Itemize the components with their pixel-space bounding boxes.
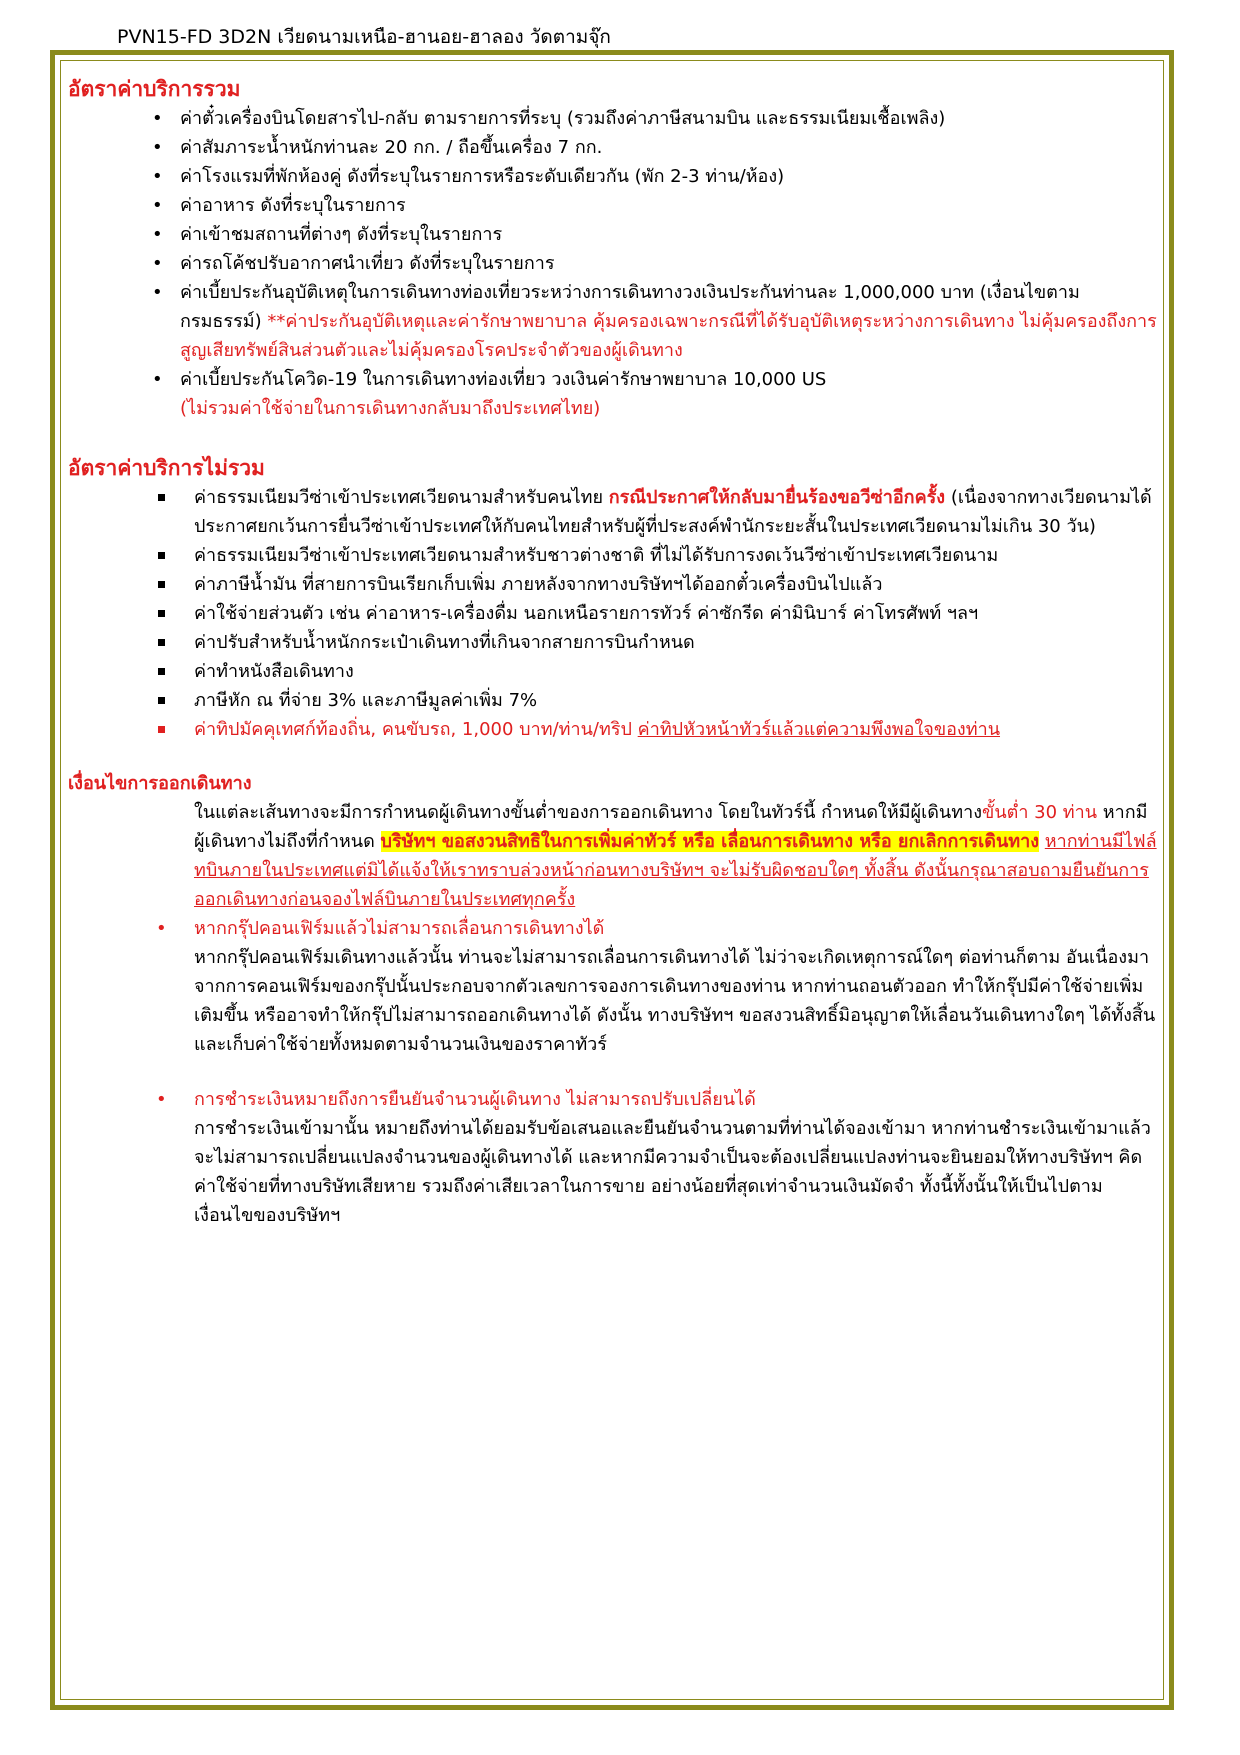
list-item: • ค่ารถโค้ชปรับอากาศนำเที่ยว ดังที่ระบุในรายการ	[68, 249, 1158, 278]
visa-thai-condition: กรณีประกาศให้กลับมายื่นร้องขอวีซ่าอีกครั้ง	[608, 487, 946, 508]
square-bullet-icon	[158, 697, 165, 704]
document-body	[68, 74, 1158, 1230]
confirm-heading: หากกรุ๊ปคอนเฟิร์มแล้วไม่สามารถเลื่อนการเดินทางได้	[194, 918, 605, 939]
confirm-body: หากกรุ๊ปคอนเฟิร์มเดินทางแล้วนั้น ท่านจะไม่สามารถเลื่อนการเดินทางได้ ไม่ว่าจะเกิดเหตุการณ์ใดๆ ต่อท่านก็ตาม อันเนื่องมาจากการคอนเฟิร์มของกรุ๊ปนั้นประกอบจากตัวเลขการจองการเดินทางของท่าน หากท่านถอนตัวออก ทำให้กรุ๊ปมีค่าใช้จ่ายเพิ่มเติมขึ้น หรืออาจทำให้กรุ๊ปไม่สามารถออกเดินทางได้ ดังนั้น ทางบริษัทฯ ขอสงวนสิทธิ์มิอนุญาตให้เลื่อนวันเดินทางใดๆ ได้ทั้งสิ้นและเก็บค่าใช้จ่ายทั้งหมดตามจำนวนเงินของราคาทัวร์	[194, 947, 1156, 1055]
payment-heading: การชำระเงินหมายถึงการยืนยันจำนวนผู้เดินทาง ไม่สามารถปรับเปลี่ยนได้	[194, 1089, 756, 1110]
payment-list	[68, 1085, 1158, 1230]
covid-note: (ไม่รวมค่าใช้จ่ายในการเดินทางกลับมาถึงประเทศไทย)	[180, 398, 601, 419]
square-bullet-icon	[158, 610, 165, 617]
bullet-icon: •	[152, 253, 163, 274]
bullet-icon: •	[152, 137, 163, 158]
excluded-list	[68, 483, 1158, 744]
minimum-travelers: ขั้นต่ำ 30 ท่าน	[982, 802, 1098, 823]
square-bullet-icon	[158, 494, 165, 501]
list-item: ค่าใช้จ่ายส่วนตัว เช่น ค่าอาหาร-เครื่องดื่ม นอกเหนือรายการทัวร์ ค่าซักรีด ค่ามินิบาร์ ค่าโทรศัพท์ ฯลฯ	[68, 599, 1158, 628]
list-item: ภาษีหัก ณ ที่จ่าย 3% และภาษีมูลค่าเพิ่ม 7%	[68, 686, 1158, 715]
payment-body: การชำระเงินเข้ามานั้น หมายถึงท่านได้ยอมรับข้อเสนอและยืนยันจำนวนตามที่ท่านได้จองเข้ามา หากท่านชำระเงินเข้ามาแล้วจะไม่สามารถเปลี่ยนแปลงจำนวนของผู้เดินทางได้ และหากมีความจำเป็นจะต้องเปลี่ยนแปลงท่านจะยินยอมให้ทางบริษัทฯ คิดค่าใช้จ่ายที่ทางบริษัทเสียหาย รวมถึงค่าเสียเวลาในการขาย อย่างน้อยที่สุดเท่าจำนวนเงินมัดจำ ทั้งนี้ทั้งนั้นให้เป็นไปตามเงื่อนไขของบริษัทฯ	[194, 1118, 1151, 1226]
list-item: ค่าภาษีน้ำมัน ที่สายการบินเรียกเก็บเพิ่ม ภายหลังจากทางบริษัทฯได้ออกตั๋วเครื่องบินไปแล้ว	[68, 570, 1158, 599]
excluded-section	[68, 453, 1158, 744]
conditions-list	[68, 914, 1158, 1059]
visa-thai-item: ค่าธรรมเนียมวีซ่าเข้าประเทศเวียดนามสำหรับคนไทย กรณีประกาศให้กลับมายื่นร้องขอวีซ่าอีกครั้ง (เนื่องจากทางเวียดนามได้ประกาศยกเว้นการยื่นวีซ่าเข้าประเทศให้กับคนไทยสำหรับผู้ที่ประสงค์พำนักระยะสั้นในประเทศเวียดนามไม่เกิน 30 วัน)	[68, 483, 1158, 541]
excluded-heading: อัตราค่าบริการไม่รวม	[68, 456, 265, 480]
square-bullet-icon	[158, 726, 165, 733]
bullet-icon: •	[152, 108, 163, 129]
list-item: • ค่าเข้าชมสถานที่ต่างๆ ดังที่ระบุในรายการ	[68, 220, 1158, 249]
bullet-icon: •	[152, 195, 163, 216]
tip-item: ค่าทิปมัคคุเทศก์ท้องถิ่น, คนขับรถ, 1,000 บาท/ท่าน/ทริป ค่าทิปหัวหน้าทัวร์แล้วแต่ความพึงพอใจของท่าน	[68, 715, 1158, 744]
bullet-icon: •	[152, 224, 163, 245]
list-item: ค่าทำหนังสือเดินทาง	[68, 657, 1158, 686]
insurance-item: • ค่าเบี้ยประกันอุบัติเหตุในการเดินทางท่องเที่ยวระหว่างการเดินทางวงเงินประกันท่านละ 1,000,000 บาท (เงื่อนไขตามกรมธรรม์) **ค่าประกันอุบัติเหตุและค่ารักษาพยาบาล คุ้มครองเฉพาะกรณีที่ได้รับอุบัติเหตุระหว่างการเดินทาง ไม่คุ้มครองถึงการสูญเสียทรัพย์สินส่วนตัวและไม่คุ้มครองโรคประจำตัวของผู้เดินทาง	[68, 278, 1158, 365]
square-bullet-icon	[158, 639, 165, 646]
reservation-rights-highlight: บริษัทฯ ขอสงวนสิทธิในการเพิ่มค่าทัวร์ หรือ เลื่อนการเดินทาง หรือ ยกเลิกการเดินทาง	[380, 831, 1040, 852]
bullet-icon: •	[152, 369, 163, 390]
insurance-note: **ค่าประกันอุบัติเหตุและค่ารักษาพยาบาล คุ้มครองเฉพาะกรณีที่ได้รับอุบัติเหตุระหว่างการเดินทาง ไม่คุ้มครองถึงการสูญเสียทรัพย์สินส่วนตัวและไม่คุ้มครองโรคประจำตัวของผู้เดินทาง	[180, 311, 1157, 361]
list-item: • ค่าอาหาร ดังที่ระบุในรายการ	[68, 191, 1158, 220]
bullet-icon: •	[152, 282, 163, 303]
conditions-section	[68, 770, 1158, 1230]
list-item: • ค่าตั๋วเครื่องบินโดยสารไป-กลับ ตามรายการที่ระบุ (รวมถึงค่าภาษีสนามบิน และธรรมเนียมเชื้อเพลิง)	[68, 104, 1158, 133]
bullet-icon: •	[152, 166, 163, 187]
included-heading: อัตราค่าบริการรวม	[68, 77, 241, 101]
payment-item	[68, 1085, 1158, 1230]
tip-leader-note: ค่าทิปหัวหน้าทัวร์แล้วแต่ความพึงพอใจของท่าน	[637, 719, 1001, 740]
included-section	[68, 74, 1158, 423]
document-header: PVN15-FD 3D2N เวียดนามเหนือ-ฮานอย-ฮาลอง วัดตามจุ๊ก	[117, 26, 611, 48]
covid-item: • ค่าเบี้ยประกันโควิด-19 ในการเดินทางท่องเที่ยว วงเงินค่ารักษาพยาบาล 10,000 US (ไม่รวมค่าใช้จ่ายในการเดินทางกลับมาถึงประเทศไทย)	[68, 365, 1158, 423]
list-item: • ค่าสัมภาระน้ำหนักท่านละ 20 กก. / ถือขึ้นเครื่อง 7 กก.	[68, 133, 1158, 162]
included-list	[68, 104, 1158, 423]
list-item: ค่าธรรมเนียมวีซ่าเข้าประเทศเวียดนามสำหรับชาวต่างชาติ ที่ไม่ได้รับการงดเว้นวีซ่าเข้าประเทศเวียดนาม	[68, 541, 1158, 570]
list-item: ค่าปรับสำหรับน้ำหนักกระเป๋าเดินทางที่เกินจากสายการบินกำหนด	[68, 628, 1158, 657]
conditions-intro: ในแต่ละเส้นทางจะมีการกำหนดผู้เดินทางขั้นต่ำของการออกเดินทาง โดยในทัวร์นี้ กำหนดให้มีผู้เดินทางขั้นต่ำ 30 ท่าน หากมีผู้เดินทางไม่ถึงที่กำหนด บริษัทฯ ขอสงวนสิทธิในการเพิ่มค่าทัวร์ หรือ เลื่อนการเดินทาง หรือ ยกเลิกการเดินทาง หากท่านมีไฟล์ทบินภายในประเทศแต่มิได้แจ้งให้เราทราบล่วงหน้าก่อนทางบริษัทฯ จะไม่รับผิดชอบใดๆ ทั้งสิ้น ดังนั้นกรุณาสอบถามยืนยันการออกเดินทางก่อนจองไฟล์บินภายในประเทศทุกครั้ง	[194, 802, 1157, 910]
square-bullet-icon	[158, 581, 165, 588]
conditions-heading: เงื่อนไขการออกเดินทาง	[68, 773, 252, 794]
domestic-flight-warning: หากท่านมีไฟล์ทบินภายในประเทศแต่มิได้แจ้งให้เราทราบล่วงหน้าก่อนทางบริษัทฯ จะไม่รับผิดชอบใดๆ ทั้งสิ้น ดังนั้นกรุณาสอบถามยืนยันการออกเดินทางก่อนจองไฟล์บินภายในประเทศทุกครั้ง	[194, 831, 1157, 910]
list-item: • ค่าโรงแรมที่พักห้องคู่ ดังที่ระบุในรายการหรือระดับเดียวกัน (พัก 2-3 ท่าน/ห้อง)	[68, 162, 1158, 191]
confirm-item	[68, 914, 1158, 1059]
square-bullet-icon	[158, 552, 165, 559]
bullet-icon: •	[156, 918, 167, 939]
square-bullet-icon	[158, 668, 165, 675]
bullet-icon: •	[156, 1089, 167, 1110]
